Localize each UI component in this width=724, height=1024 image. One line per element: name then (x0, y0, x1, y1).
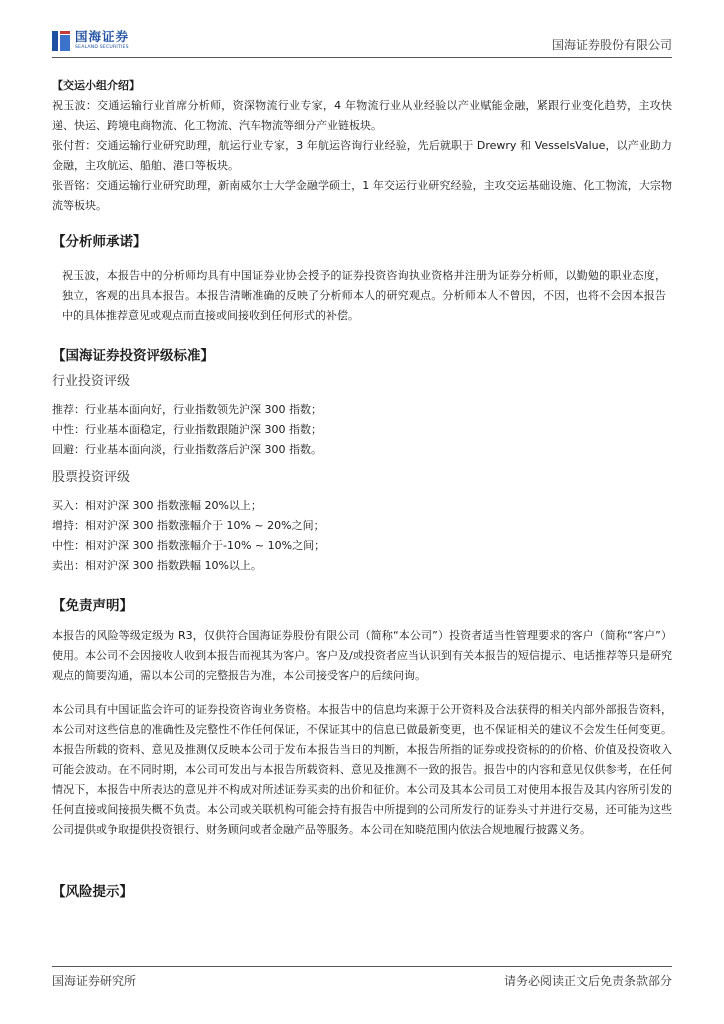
stock-rating-item: 买入：相对沪深 300 指数涨幅 20%以上； (52, 499, 262, 512)
page-footer (52, 972, 672, 989)
logo-cn-text: 国海证券 (75, 29, 130, 45)
stock-rating-title: 股票投资评级 (52, 470, 131, 485)
disclaimer-paragraph: 本公司具有中国证监会许可的证券投资咨询业务资格。本报告中的信息均来源于公开资料及合法获得的相关内部外部报告资料，本公司对这些信息的准确性及完整性不作任何保证，不保证其中的信息已做最新变更，也不保证相关的建议不会发生任何变更。本报告所载的资料、意见及推测仅反映本公司于发布本报告当日的判断，本报告所指的证券或投资标的的价格、价值及投资收入可能会波动。在不同时期，本公司可发出与本报告所载资料、意见及推测不一致的报告。报告中的内容和意见仅供参考，在任何情况下，本报告中所表达的意见并不构成对所述证券买卖的出价和征价。本公司及其本公司员工对使用本报告及其内容所引发的任何直接或间接损失概不负责。本公司或关联机构可能会持有报告中所提到的公司所发行的证券头寸并进行交易，还可能为这些公司提供或争取提供投资银行、财务顾问或者金融产品等服务。本公司在知晓范围内依法合规地履行披露义务。 (52, 703, 672, 836)
team-member: 祝玉波：交通运输行业首席分析师，资深物流行业专家，4 年物流行业从业经验以产业赋能金融，紧跟行业变化趋势，主攻快递、快运、跨境电商物流、化工物流、汽车物流等细分产业链板块。 (52, 99, 672, 132)
main-content (52, 76, 672, 902)
industry-rating-item: 回避：行业基本面向淡，行业指数落后沪深 300 指数。 (52, 443, 322, 456)
stock-rating-list (52, 496, 672, 576)
footer-right-text: 请务必阅读正文后免责条款部分 (503, 974, 672, 988)
commitment-text: 祝玉波，本报告中的分析师均具有中国证券业协会授予的证券投资咨询执业资格并注册为证券分析师，以勤勉的职业态度，独立，客观的出具本报告。本报告清晰准确的反映了分析师本人的研究观点。分析师本人不曾因，不因，也将不会因本报告中的具体推荐意见或观点而直接或间接收到任何形式的补偿。 (62, 269, 666, 322)
team-member: 张付哲：交通运输行业研究助理，航运行业专家，3 年航运咨询行业经验，先后就职于 Drewry 和 VesselsValue，以产业助力金融，主攻航运、船舶、港口等板块。 (52, 139, 672, 172)
disclaimer-paragraph: 本报告的风险等级定级为 R3，仅供符合国海证券股份有限公司（简称“本公司”）投资者适当性管理要求的客户（简称“客户”）使用。本公司不会因接收人收到本报告而视其为客户。客户及/或投资者应当认识到有关本报告的短信提示、电话推荐等只是研究观点的简要沟通，需以本公司的完整报告为准，本公司接受客户的后续问询。 (52, 629, 672, 682)
disclaimer-title: 【免责声明】 (52, 598, 133, 614)
header-divider (52, 57, 672, 58)
footer-divider (52, 966, 672, 967)
team-title: 【交运小组介绍】 (52, 79, 140, 92)
risk-title: 【风险提示】 (52, 884, 133, 900)
industry-rating-list (52, 400, 672, 460)
stock-rating-item: 增持：相对沪深 300 指数涨幅介于 10% ~ 20%之间； (52, 519, 325, 532)
company-name: 国海证券股份有限公司 (551, 38, 672, 52)
team-member: 张晋铭：交通运输行业研究助理，新南威尔士大学金融学硕士，1 年交运行业研究经验，主攻交运基础设施、化工物流，大宗物流等板块。 (52, 179, 672, 212)
company-logo (52, 30, 129, 52)
commitment-title: 【分析师承诺】 (52, 234, 147, 250)
logo-mark-icon (52, 31, 70, 51)
stock-rating-item: 卖出：相对沪深 300 指数跌幅 10%以上。 (52, 559, 262, 572)
industry-rating-item: 推荐：行业基本面向好，行业指数领先沪深 300 指数； (52, 403, 322, 416)
logo-en-text: SEALAND SECURITIES (75, 44, 129, 50)
page-header (0, 0, 724, 58)
industry-rating-title: 行业投资评级 (52, 374, 131, 389)
rating-title: 【国海证券投资评级标准】 (52, 348, 214, 364)
industry-rating-item: 中性：行业基本面稳定，行业指数跟随沪深 300 指数； (52, 423, 322, 436)
stock-rating-item: 中性：相对沪深 300 指数涨幅介于-10% ~ 10%之间； (52, 539, 326, 552)
footer-left-text: 国海证券研究所 (52, 974, 137, 988)
